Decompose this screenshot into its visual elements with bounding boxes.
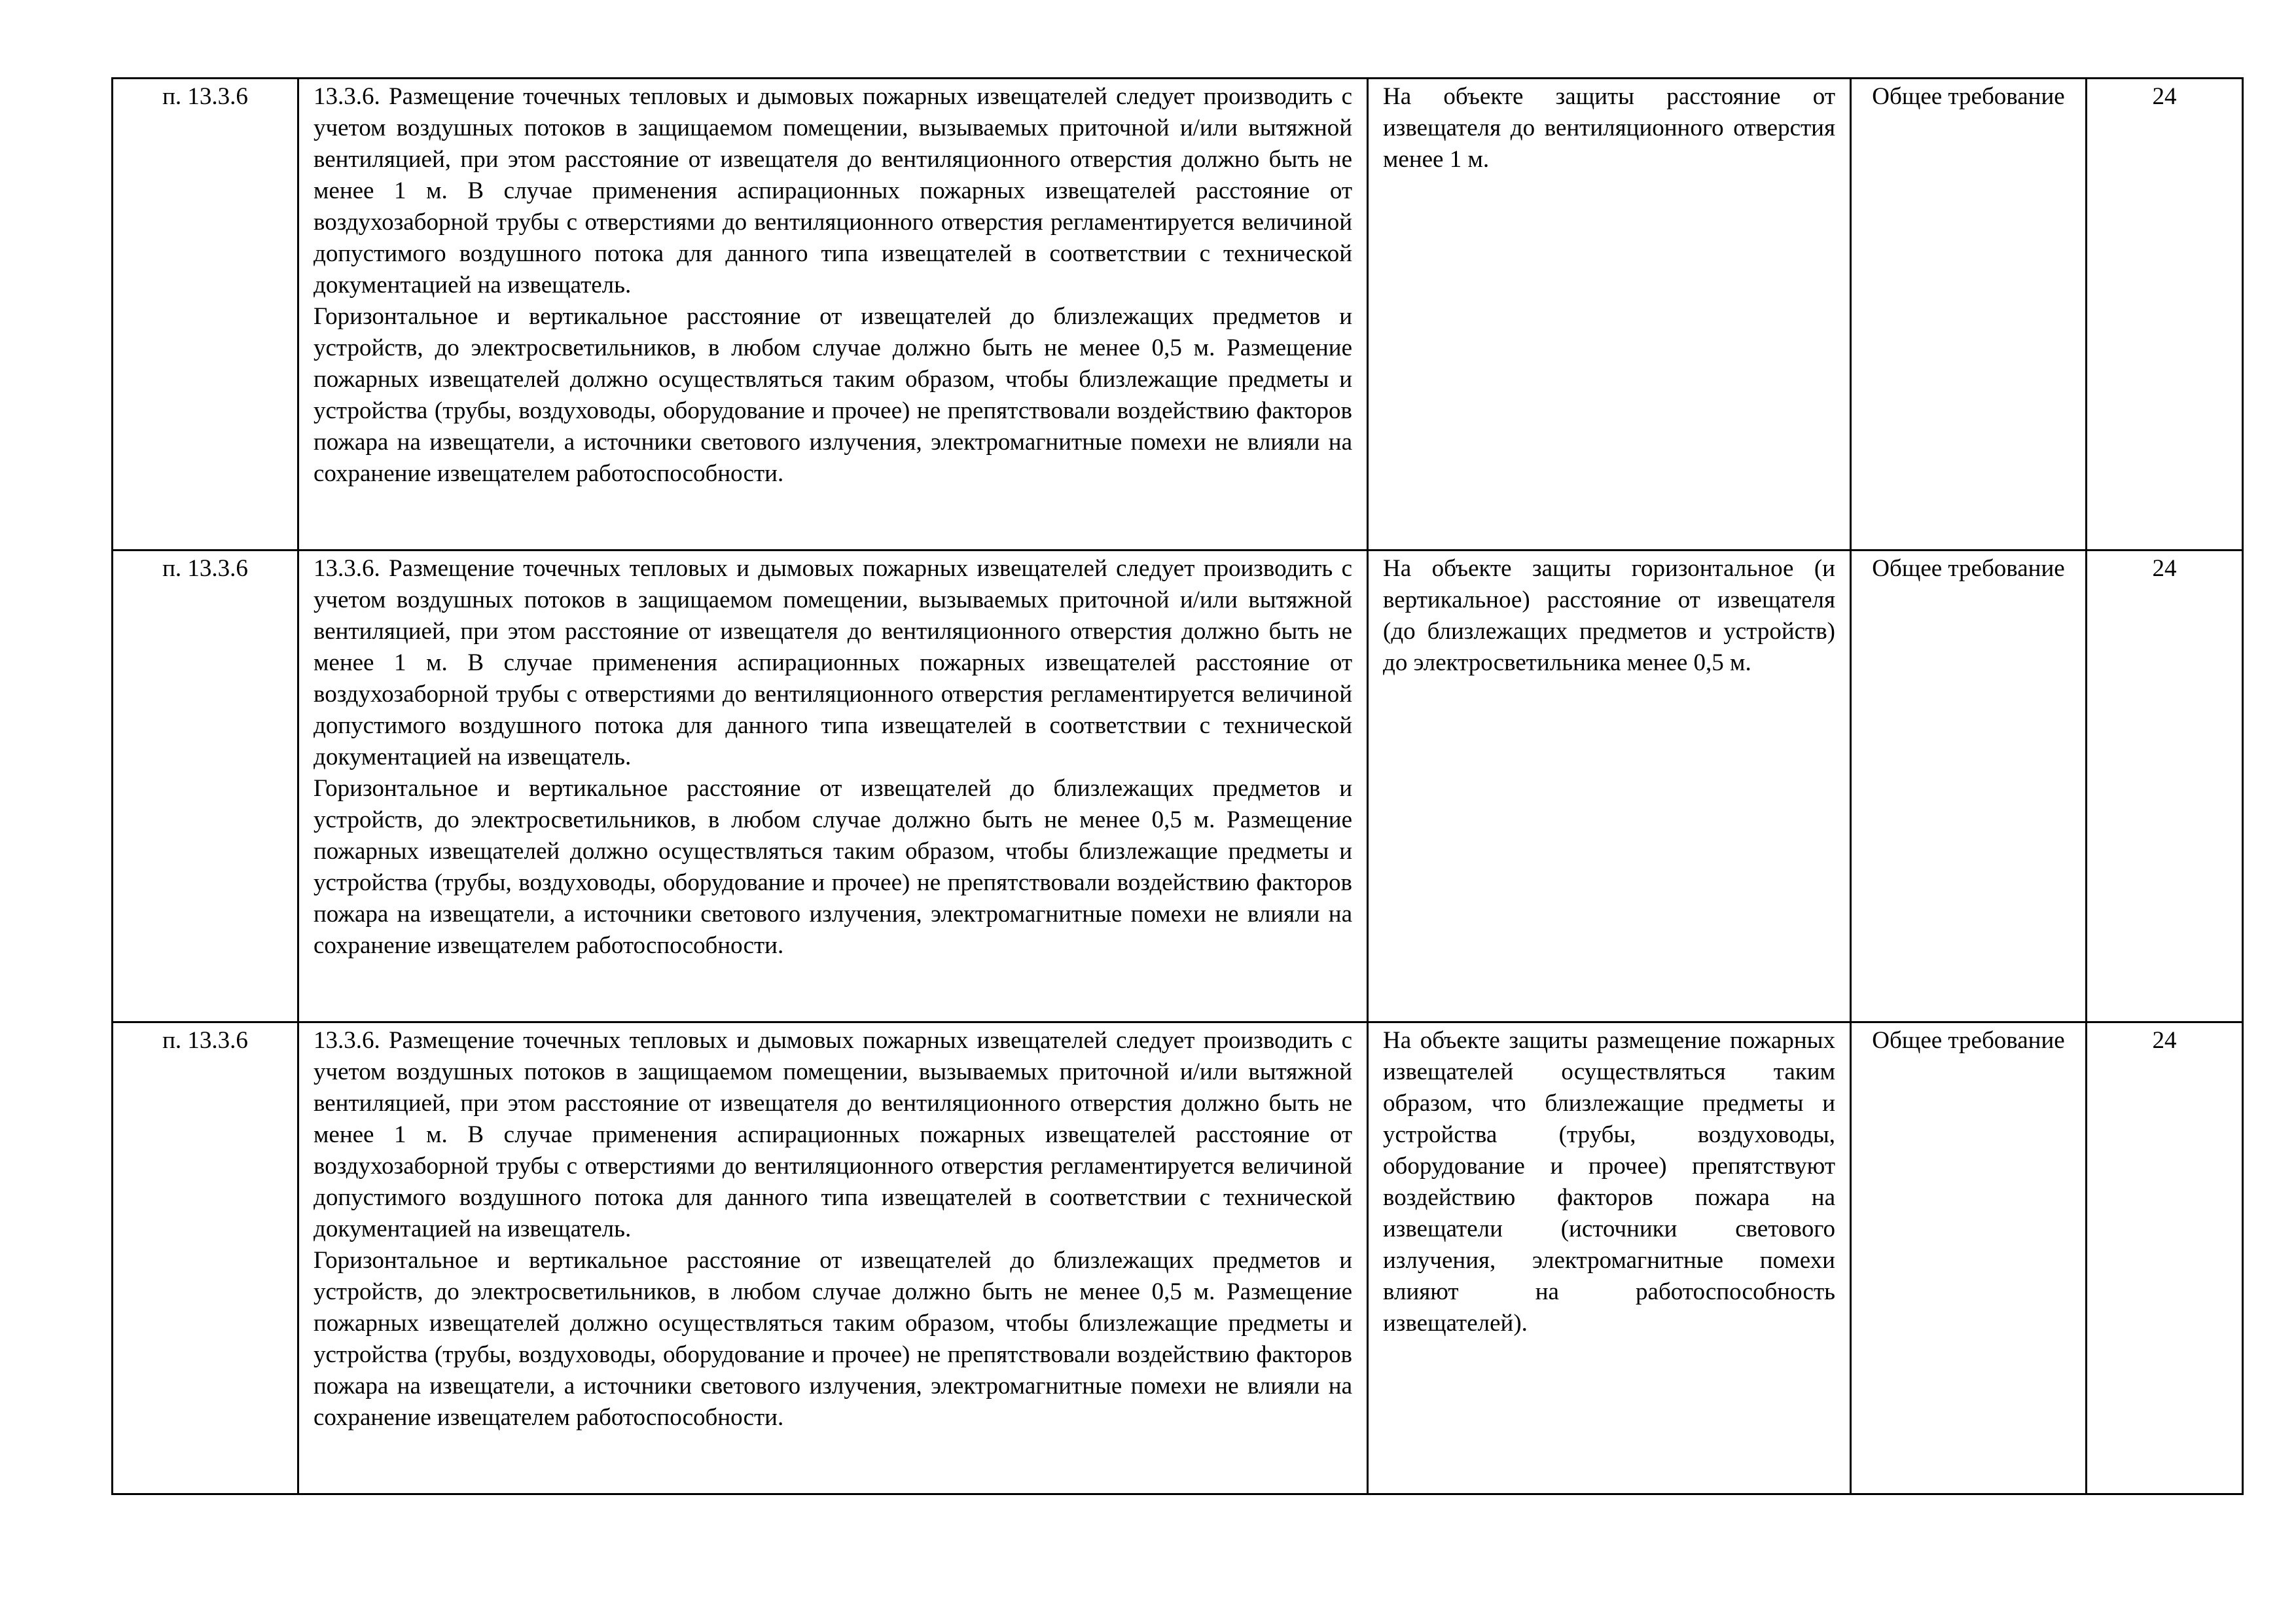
page-number-cell: 24 [2087, 79, 2243, 550]
table-row [113, 1022, 2243, 1494]
page-number-cell: 24 [2087, 550, 2243, 1022]
violation-cell: На объекте защиты размещение пожарных извещателей осуществляться таким образом, что близлежащие предметы и устройства (трубы, воздуховоды, оборудование и прочее) препятствуют воздействию факторов пожара на извещатели (источники светового излучения, электромагнитные помехи влияют на работоспособность извещателей). [1368, 1022, 1851, 1494]
clause-reference-cell: п. 13.3.6 [113, 550, 298, 1022]
norm-text-cell [298, 1022, 1368, 1494]
norm-paragraph: Горизонтальное и вертикальное расстояние от извещателей до близлежащих предметов и устройств, до электросветильников, в любом случае должно быть не менее 0,5 м. Размещение пожарных извещателей должно осуществляться таким образом, чтобы близлежащие предметы и устройства (трубы, воздуховоды, оборудование и прочее) не препятствовали воздействию факторов пожара на извещатели, а источники светового излучения, электромагнитные помехи не влияли на сохранение извещателем работоспособности. [314, 775, 1352, 959]
norm-paragraph: 13.3.6. Размещение точечных тепловых и дымовых пожарных извещателей следует производить с учетом воздушных потоков в защищаемом помещении, вызываемых приточной и/или вытяжной вентиляцией, при этом расстояние от извещателя до вентиляционного отверстия должно быть не менее 1 м. В случае применения аспирационных пожарных извещателей расстояние от воздухозаборной трубы с отверстиями до вентиляционного отверстия регламентируется величиной допустимого воздушного потока для данного типа извещателей в соответствии с технической документацией на извещатель. [314, 555, 1352, 770]
violation-cell: На объекте защиты горизонтальное (и вертикальное) расстояние от извещателя (до близлежащих предметов и устройств) до электросветильника менее 0,5 м. [1368, 550, 1851, 1022]
page-number-cell: 24 [2087, 1022, 2243, 1494]
clause-reference-cell: п. 13.3.6 [113, 1022, 298, 1494]
clause-reference-cell: п. 13.3.6 [113, 79, 298, 550]
norm-paragraph: Горизонтальное и вертикальное расстояние от извещателей до близлежащих предметов и устройств, до электросветильников, в любом случае должно быть не менее 0,5 м. Размещение пожарных извещателей должно осуществляться таким образом, чтобы близлежащие предметы и устройства (трубы, воздуховоды, оборудование и прочее) не препятствовали воздействию факторов пожара на извещатели, а источники светового излучения, электромагнитные помехи не влияли на сохранение извещателем работоспособности. [314, 303, 1352, 487]
category-cell: Общее требование [1851, 550, 2087, 1022]
violation-cell: На объекте защиты расстояние от извещателя до вентиляционного отверстия менее 1 м. [1368, 79, 1851, 550]
category-cell: Общее требование [1851, 79, 2087, 550]
table-row [113, 550, 2243, 1022]
norm-text-cell [298, 79, 1368, 550]
requirements-table [111, 77, 2244, 1495]
table-row [113, 79, 2243, 550]
norm-paragraph: 13.3.6. Размещение точечных тепловых и дымовых пожарных извещателей следует производить с учетом воздушных потоков в защищаемом помещении, вызываемых приточной и/или вытяжной вентиляцией, при этом расстояние от извещателя до вентиляционного отверстия должно быть не менее 1 м. В случае применения аспирационных пожарных извещателей расстояние от воздухозаборной трубы с отверстиями до вентиляционного отверстия регламентируется величиной допустимого воздушного потока для данного типа извещателей в соответствии с технической документацией на извещатель. [314, 83, 1352, 298]
norm-paragraph: 13.3.6. Размещение точечных тепловых и дымовых пожарных извещателей следует производить с учетом воздушных потоков в защищаемом помещении, вызываемых приточной и/или вытяжной вентиляцией, при этом расстояние от извещателя до вентиляционного отверстия должно быть не менее 1 м. В случае применения аспирационных пожарных извещателей расстояние от воздухозаборной трубы с отверстиями до вентиляционного отверстия регламентируется величиной допустимого воздушного потока для данного типа извещателей в соответствии с технической документацией на извещатель. [314, 1027, 1352, 1242]
norm-paragraph: Горизонтальное и вертикальное расстояние от извещателей до близлежащих предметов и устройств, до электросветильников, в любом случае должно быть не менее 0,5 м. Размещение пожарных извещателей должно осуществляться таким образом, чтобы близлежащие предметы и устройства (трубы, воздуховоды, оборудование и прочее) не препятствовали воздействию факторов пожара на извещатели, а источники светового излучения, электромагнитные помехи не влияли на сохранение извещателем работоспособности. [314, 1247, 1352, 1431]
category-cell: Общее требование [1851, 1022, 2087, 1494]
norm-text-cell [298, 550, 1368, 1022]
